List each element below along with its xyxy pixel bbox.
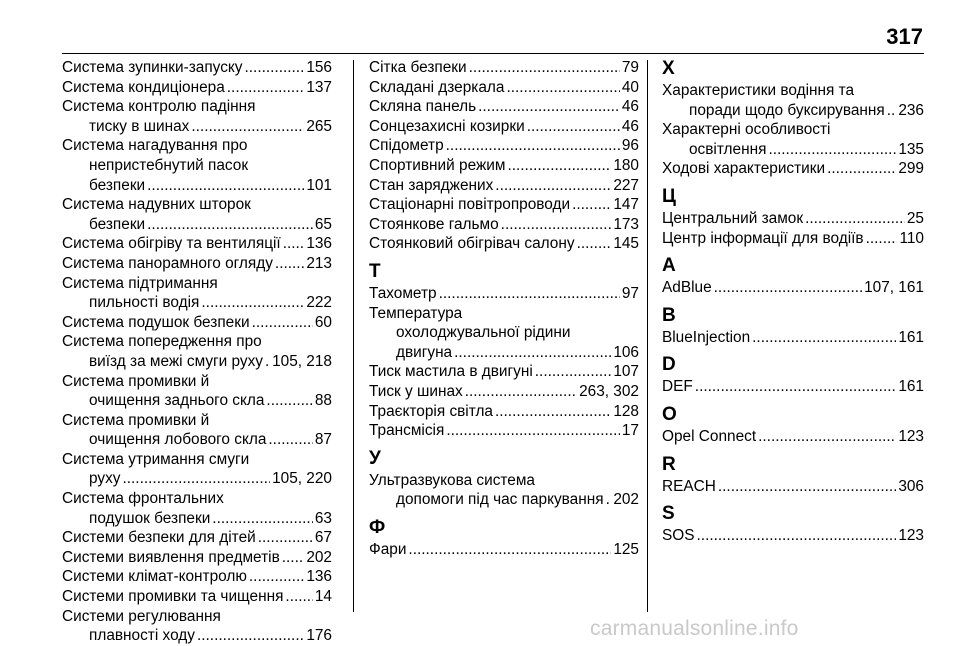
index-page-ref[interactable]: 263, 302 (579, 382, 639, 400)
index-entry (369, 402, 639, 422)
dot-leader (805, 209, 905, 229)
index-entry (369, 136, 639, 156)
index-entry-text: Системи регулювання (62, 607, 221, 625)
dot-leader (758, 427, 896, 447)
dot-leader (606, 490, 612, 510)
index-entry-text: Складані дзеркала (369, 78, 505, 96)
index-entry-text: Стан заряджених (369, 176, 494, 194)
index-page-ref[interactable]: 161 (898, 328, 924, 346)
index-entry-text: Тиск мастила в двигуні (369, 363, 533, 381)
index-entry-text: DEF (662, 378, 693, 396)
index-entry-text: очищення лобового скла (89, 431, 267, 449)
index-letter-heading: S (662, 503, 675, 525)
dot-leader (265, 352, 270, 372)
index-page-ref[interactable]: 128 (613, 402, 639, 420)
header-rule (62, 53, 924, 54)
index-entry-text: очищення заднього скла (89, 392, 265, 410)
index-entry-text: SOS (662, 527, 695, 545)
index-entry (369, 215, 639, 235)
index-page-ref[interactable]: 88 (314, 392, 332, 410)
index-page-ref[interactable]: 106 (613, 343, 639, 361)
index-entry-text: Система зупинки-запуску (62, 59, 243, 76)
dot-leader (245, 58, 305, 78)
index-entry-text: виїзд за межі смуги руху (89, 352, 263, 370)
dot-leader (495, 402, 611, 422)
dot-leader (866, 229, 898, 249)
index-entry (62, 234, 332, 254)
page-number: 317 (886, 24, 923, 49)
index-page-ref[interactable]: 145 (613, 235, 639, 253)
index-group (369, 540, 639, 560)
index-entry-text: поради щодо буксирування (689, 101, 885, 119)
dot-leader (495, 176, 611, 196)
index-entry-text: Системи безпеки для дітей (62, 529, 256, 547)
index-page-ref[interactable]: 25 (906, 209, 924, 227)
dot-leader (718, 477, 896, 497)
index-entry-text: Характеристики водіння та (662, 82, 855, 99)
index-entry-text: Тиск у шинах (369, 382, 463, 400)
index-group (662, 427, 924, 447)
index-entry-text: Скляна панель (369, 98, 477, 116)
index-page-ref[interactable]: 14 (314, 588, 332, 606)
index-entry-text: Характерні особливості (662, 121, 831, 139)
index-page-ref[interactable]: 123 (898, 527, 924, 545)
index-page-ref[interactable]: 306 (898, 477, 924, 495)
index-entry-text: Система промивки й (62, 411, 210, 429)
index-entry (62, 97, 332, 136)
index-entry (62, 567, 332, 587)
dot-leader (501, 215, 612, 235)
column-divider (353, 60, 354, 612)
index-entry-text: непристебнутий пасок (89, 156, 249, 174)
index-page-ref[interactable]: 67 (314, 529, 332, 547)
index-page-ref[interactable]: 156 (306, 59, 332, 76)
index-entry (369, 234, 639, 254)
dot-leader (454, 343, 611, 363)
index-page-ref[interactable]: 135 (898, 140, 924, 158)
index-entry (62, 607, 332, 646)
index-entry-text: Траєкторія світла (369, 402, 493, 420)
index-entry-text: Системи клімат-контролю (62, 568, 247, 586)
index-page-ref[interactable]: 105, 220 (272, 470, 332, 488)
index-letter-heading: B (662, 304, 676, 326)
index-group (662, 81, 924, 179)
index-entry-text: Системи промивки та чищення (62, 588, 284, 606)
index-page-ref[interactable]: 147 (613, 196, 639, 214)
index-page-ref[interactable]: 123 (898, 427, 924, 445)
index-group (662, 328, 924, 348)
dot-leader (752, 328, 896, 348)
index-entry-text: подушок безпеки (89, 509, 211, 527)
index-page-ref[interactable]: 101 (306, 176, 332, 194)
dot-leader (249, 567, 304, 587)
index-entry-text: тиску в шинах (89, 117, 190, 135)
index-entry-text: охолоджувальної рідини (396, 324, 571, 342)
index-entry-text: Система нагадування про (62, 137, 248, 155)
dot-leader (282, 548, 305, 568)
index-page-ref[interactable]: 40 (621, 78, 639, 96)
index-page-ref[interactable]: 161 (898, 378, 924, 396)
dot-leader (469, 58, 620, 78)
index-letter-heading: A (662, 255, 676, 277)
index-entry (662, 427, 924, 447)
index-page-ref[interactable]: 137 (306, 78, 332, 96)
index-entry-text: безпеки (89, 176, 146, 194)
index-entry (369, 176, 639, 196)
dot-leader (285, 587, 312, 607)
index-entry-text: Спідометр (369, 137, 444, 155)
dot-leader (714, 278, 862, 298)
index-group (662, 526, 924, 546)
index-entry (662, 229, 924, 249)
index-entry-text: Центральний замок (662, 209, 804, 227)
index-group (662, 278, 924, 298)
dot-leader (227, 78, 305, 98)
index-group (662, 209, 924, 248)
index-letter-heading: R (662, 453, 676, 475)
index-entry (62, 195, 332, 234)
index-entry (662, 477, 924, 497)
index-page-ref[interactable]: 202 (306, 548, 332, 566)
index-entry (62, 372, 332, 411)
index-page-ref[interactable]: 46 (621, 98, 639, 116)
dot-leader (439, 284, 620, 304)
index-entry-text: допомоги під час паркування (396, 491, 604, 509)
dot-leader (266, 391, 312, 411)
dot-leader (527, 117, 620, 137)
index-entry-text: Система фронтальних (62, 490, 224, 508)
index-entry-text: Система попередження про (62, 333, 262, 351)
index-entry-text: руху (89, 470, 121, 488)
dot-leader (577, 234, 612, 254)
index-entry (62, 313, 332, 333)
index-entry (369, 97, 639, 117)
column-divider (647, 60, 648, 612)
dot-leader (535, 362, 612, 382)
index-entry (62, 254, 332, 274)
index-entry-text: Ультразвукова система (369, 471, 535, 489)
index-page-ref[interactable]: 236 (898, 101, 924, 119)
index-page-ref[interactable]: 227 (613, 176, 639, 194)
index-entry-text: BlueInjection (662, 328, 751, 346)
dot-leader (258, 528, 313, 548)
index-column-2 (369, 58, 639, 559)
index-entry (369, 58, 639, 78)
dot-leader (887, 101, 897, 121)
index-page-ref[interactable]: 110 (899, 229, 924, 247)
index-entry-text: Система промивки й (62, 372, 210, 390)
index-entry-text: Система панорамного огляду (62, 254, 273, 272)
index-page-ref[interactable]: 96 (621, 137, 639, 155)
index-page-ref[interactable]: 136 (306, 235, 332, 253)
index-entry (662, 377, 924, 397)
index-entry-text: Система підтримання (62, 274, 218, 292)
dot-leader (768, 140, 896, 160)
index-entry (662, 120, 924, 159)
index-entry (62, 78, 332, 98)
dot-leader (506, 78, 619, 98)
index-entry-text: Система утримання смуги (62, 450, 250, 468)
index-letter-heading: Х (662, 58, 675, 79)
index-letter-heading: O (662, 403, 677, 425)
index-entry-text: Opel Connect (662, 427, 757, 445)
index-entry-text: Система подушок безпеки (62, 313, 250, 331)
dot-leader (252, 313, 313, 333)
dot-leader (283, 234, 305, 254)
index-letter-heading: D (662, 354, 676, 376)
index-entry (62, 332, 332, 371)
index-page-ref[interactable]: 176 (306, 627, 332, 645)
dot-leader (446, 136, 620, 156)
index-entry-text: Фари (369, 540, 407, 558)
index-page-ref[interactable]: 46 (621, 117, 639, 135)
index-entry-text: Система кондиціонера (62, 78, 225, 96)
index-page-ref[interactable]: 125 (613, 540, 639, 558)
dot-leader (268, 430, 312, 450)
index-page-ref[interactable]: 107, 161 (864, 279, 924, 297)
index-entry (662, 159, 924, 179)
index-entry (662, 81, 924, 120)
dot-leader (446, 421, 620, 441)
index-entry (369, 195, 639, 215)
index-page-ref[interactable]: 97 (621, 284, 639, 302)
index-page-ref[interactable]: 222 (306, 294, 332, 312)
index-entry-text: Температура (369, 304, 463, 322)
index-entry-text: Стоянкове гальмо (369, 215, 499, 233)
dot-leader (197, 626, 304, 646)
index-entry (62, 587, 332, 607)
index-group (662, 477, 924, 497)
index-entry (62, 274, 332, 313)
dot-leader (191, 117, 304, 137)
index-entry (62, 136, 332, 195)
index-entry (369, 471, 639, 510)
dot-leader (408, 540, 611, 560)
index-entry-text: Тахометр (369, 284, 437, 302)
index-entry (369, 78, 639, 98)
index-entry-text: Стаціонарні повітропроводи (369, 196, 571, 214)
index-entry-text: плавності ходу (89, 627, 195, 645)
index-entry-text: Спортивний режим (369, 156, 506, 174)
index-entry-text: Система надувних шторок (62, 196, 251, 214)
index-group (369, 471, 639, 510)
index-page-ref[interactable]: 107 (613, 363, 639, 381)
dot-leader (507, 156, 611, 176)
index-page-ref[interactable]: 299 (898, 160, 924, 178)
index-page-ref[interactable]: 265 (306, 117, 332, 135)
index-entry-text: Система обігріву та вентиляції (62, 235, 281, 253)
index-entry (369, 540, 639, 560)
index-group (662, 377, 924, 397)
index-entry-text: Центр інформації для водіїв (662, 229, 864, 247)
index-entry (369, 284, 639, 304)
dot-leader (465, 382, 577, 402)
index-entry (662, 328, 924, 348)
index-entry-text: освітлення (689, 140, 767, 158)
index-entry-text: Системи виявлення предметів (62, 548, 280, 566)
index-column-3 (662, 58, 924, 546)
index-entry (62, 58, 332, 78)
index-letter-heading: Ц (662, 185, 676, 207)
index-page-ref[interactable]: 105, 218 (272, 352, 332, 370)
index-entry (369, 304, 639, 363)
index-group (369, 284, 639, 441)
dot-leader (122, 469, 270, 489)
index-page-ref[interactable]: 173 (613, 215, 639, 233)
index-page-ref[interactable]: 63 (314, 509, 332, 527)
index-entry (369, 156, 639, 176)
index-entry-text: Трансмісія (369, 422, 445, 440)
index-entry-text: пильності водія (89, 294, 200, 312)
index-entry (662, 209, 924, 229)
index-entry (369, 421, 639, 441)
index-page-ref[interactable]: 213 (306, 254, 332, 272)
index-entry (62, 528, 332, 548)
index-entry-text: безпеки (89, 215, 146, 233)
dot-leader (147, 215, 313, 235)
dot-leader (572, 195, 611, 215)
dot-leader (201, 293, 304, 313)
index-letter-heading: У (369, 447, 381, 469)
index-entry-text: Система контролю падіння (62, 98, 256, 116)
index-entry (662, 526, 924, 546)
index-entry-text: Стоянковий обігрівач салону (369, 235, 575, 253)
index-entry-text: AdBlue (662, 279, 712, 297)
index-page-ref[interactable]: 60 (314, 313, 332, 331)
index-entry (662, 278, 924, 298)
index-entry (369, 382, 639, 402)
index-entry-text: Ходові характеристики (662, 160, 826, 178)
dot-leader (697, 526, 897, 546)
dot-leader (695, 377, 897, 397)
index-letter-heading: Т (369, 260, 381, 282)
index-entry-text: REACH (662, 477, 716, 495)
index-entry (62, 548, 332, 568)
index-page-ref[interactable]: 87 (314, 431, 332, 449)
dot-leader (212, 509, 313, 529)
index-group (369, 58, 639, 254)
index-page-ref[interactable]: 17 (621, 422, 639, 440)
index-page-ref[interactable]: 79 (621, 59, 639, 76)
index-entry-text: Сітка безпеки (369, 59, 467, 76)
dot-leader (147, 176, 304, 196)
index-column-1 (62, 58, 332, 646)
index-page-ref[interactable]: 202 (613, 491, 639, 509)
index-entry (369, 362, 639, 382)
index-page-ref[interactable]: 65 (314, 215, 332, 233)
dot-leader (275, 254, 304, 274)
index-page-ref[interactable]: 136 (306, 568, 332, 586)
index-entry (369, 117, 639, 137)
index-entry-text: двигуна (396, 343, 453, 361)
index-letter-heading: Ф (369, 516, 386, 538)
dot-leader (478, 97, 620, 117)
dot-leader (827, 159, 896, 179)
index-entry (62, 450, 332, 489)
index-entry (62, 489, 332, 528)
index-page-ref[interactable]: 180 (613, 156, 639, 174)
index-entry-text: Сонцезахисні козирки (369, 117, 525, 135)
index-entry (62, 411, 332, 450)
watermark: carmanualsonline.info (590, 617, 799, 640)
